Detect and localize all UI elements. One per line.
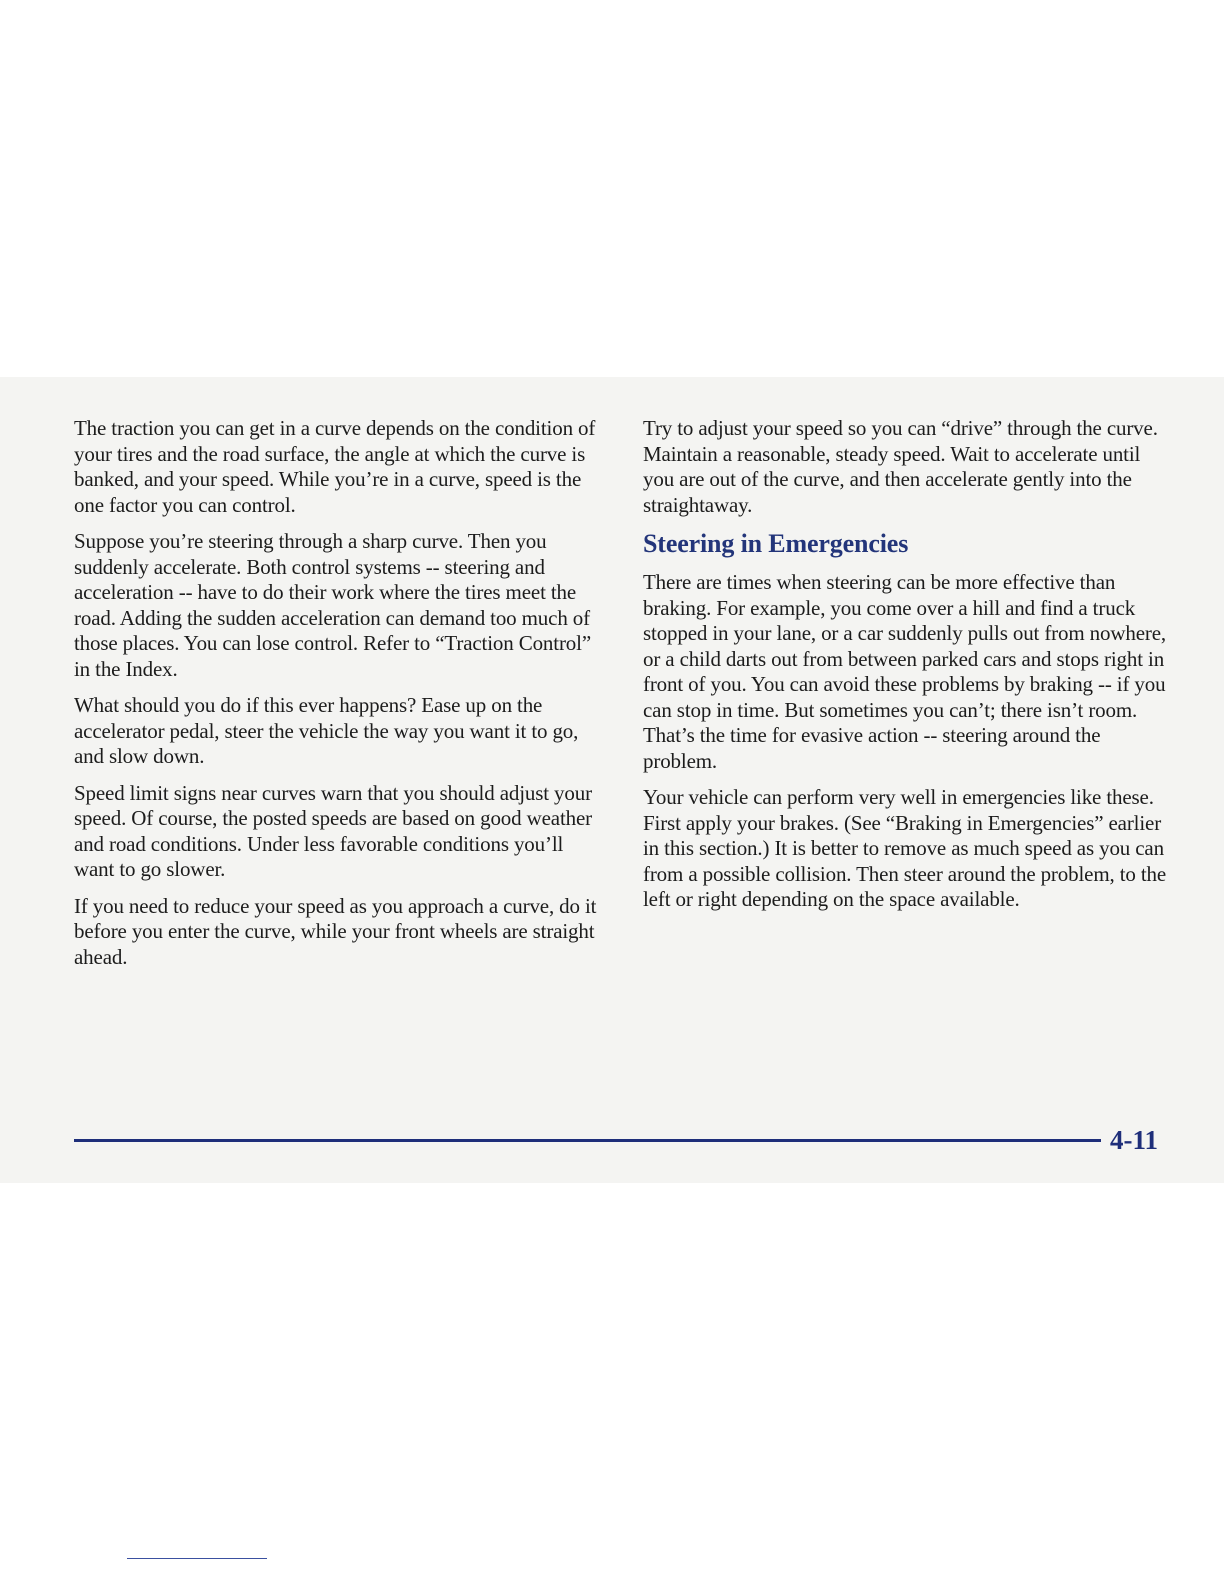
paragraph-steering-vs-braking: There are times when steering can be more effective than braking. For example, you come over a hill and find a truck stopped in your lane, or a car suddenly pulls out from nowhere, or a child darts out from between parked cars and stops right in front of you. You can avoid these problems by braking -- if you can stop in time. But sometimes you can’t; there isn’t room. That’s the time for evasive action -- steering around the problem. [643, 570, 1167, 773]
paragraph-traction-in-curves: The traction you can get in a curve depends on the condition of your tires and the road surface, the angle at which the curve is banked, and your speed. While you’re in a curve, speed is the one factor you can control. [74, 416, 596, 517]
left-column [74, 416, 604, 981]
section-heading-steering-in-emergencies: Steering in Emergencies [643, 529, 909, 558]
paragraph-sharp-curve: Suppose you’re steering through a sharp curve. Then you suddenly accelerate. Both control systems -- steering and acceleration -- have to do their work where the tires meet the road. Adding the sudden acceleration can demand too much of those places. You can lose control. Refer to “Traction Control” in the Index. [74, 529, 592, 681]
paragraph-vehicle-performance: Your vehicle can perform very well in emergencies like these. First apply your brakes. (See “Braking in Emergencies” earlier in this section.) It is better to remove as much speed as you can from a possible collision. Then steer around the problem, to the left or right depending on the space available. [643, 785, 1167, 911]
paragraph-adjust-speed: Try to adjust your speed so you can “drive” through the curve. Maintain a reasonable, steady speed. Wait to accelerate until you are out of the curve, and then accelerate gently into the straightaway. [643, 416, 1158, 517]
paragraph-what-to-do: What should you do if this ever happens? Ease up on the accelerator pedal, steer the vehicle the way you want it to go, and slow down. [74, 693, 579, 768]
right-column [643, 416, 1173, 924]
page-number: 4-11 [1110, 1125, 1159, 1155]
footer-rule [74, 1139, 1101, 1142]
paragraph-reduce-speed: If you need to reduce your speed as you approach a curve, do it before you enter the curve, while your front wheels are straight ahead. [74, 893, 597, 969]
paragraph-speed-limit-signs: Speed limit signs near curves warn that you should adjust your speed. Of course, the posted speeds are based on good weather and road conditions. Under less favorable conditions you’ll want to go slower. [74, 780, 593, 881]
bottom-underline-mark [127, 1558, 267, 1559]
